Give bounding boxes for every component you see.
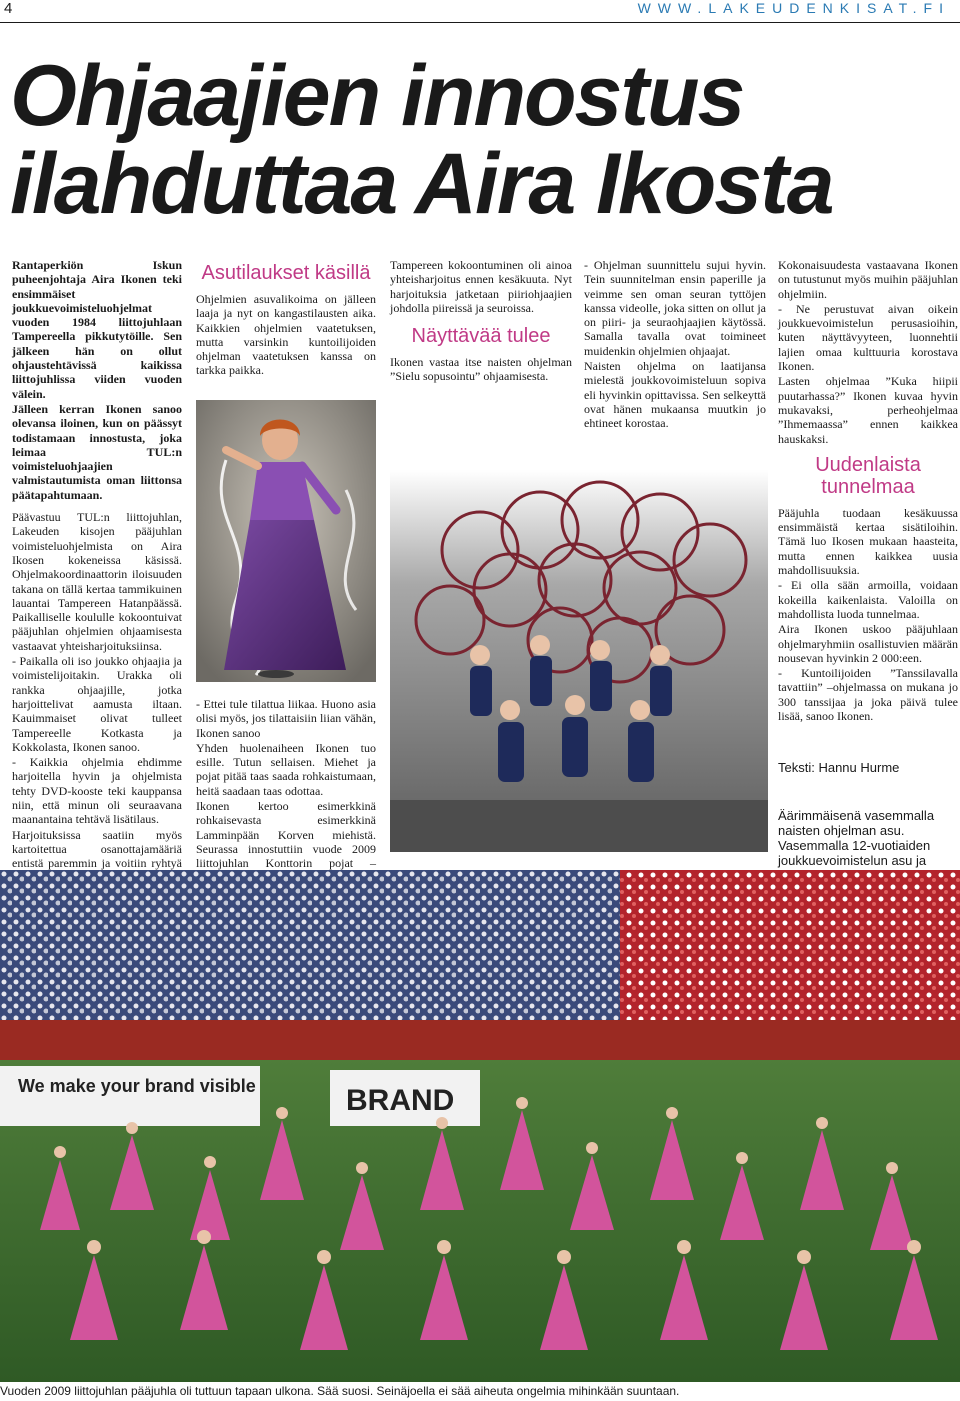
article-column-5 (778, 258, 958, 724)
body-paragraph: Tampereen kokoontuminen oli ainoa yhteisharjoitus ennen kesäkuuta. Nyt harjoituksia jatketaan piiriohjaajien johdolla piireissä ja seuroissa. (390, 258, 572, 315)
body-paragraph: Päävastuu TUL:n liittojuhlan, Lakeuden kisojen pääjuhlan voimisteluohjelmista on Aira Ikosen kokeneissa käsissä. Ohjelmakoordinaattorin iloisuuden takana on tällä kertaa tammikuinen lauantai Tampereen Hatanpäässä. Paikalliselle koululle kokoontuivat pääjuhlan ohjelmien ohjaamisesta vastaavat yhteisharjoituksiinsa. (12, 510, 182, 653)
site-url[interactable]: WWW.LAKEUDENKISAT.FI (637, 0, 950, 16)
hoops-illustration (390, 470, 768, 852)
stadium-illustration (0, 870, 960, 1382)
body-paragraph: Aira Ikonen uskoo pääjuhlaan ohjelmaryhmiin osallistuvien määrän nousevan hyvinkin 2 000:een. (778, 622, 958, 665)
lead-paragraph: Rantaperkiön Iskun puheenjohtaja Aira Ikonen teki ensimmäiset joukkuevoimisteluohjelmat vuoden 1984 liittojuhlaan Tampereella pikkutytöille. Sen jälkeen hän on ollut ohjaustehtävissä kaikissa liittojuhlissa viiden vuoden välein. (12, 258, 182, 401)
subheading: Asutilaukset käsillä (201, 262, 371, 284)
body-paragraph: Ohjelmien asuvalikoima on jälleen laaja ja nyt on kangastilausten aika. Kaikkien ohjelmien vaatetuksen, mutta varsinkin kuntoilijoiden ohjelman vaatetuksen kanssa on tarkka paikka. (196, 292, 376, 378)
body-paragraph: - Ettei tule tilattua liikaa. Huono asia olisi myös, jos tilattaisiin liian vähän, Ikonen sanoo (196, 697, 376, 740)
banner-text-left: We make your brand visible (18, 1076, 256, 1096)
page-number: 4 (4, 0, 13, 17)
portrait-illustration (196, 400, 376, 682)
subheading: Näyttävää tulee (411, 325, 551, 348)
body-paragraph: Lasten ohjelmaa ”Kuka hiipii puutarhassa?” Ikonen kuvaa hyvin mukavaksi, perheohjelmaa ”Ihmemaassa” ennen kaikkea hauskaksi. (778, 374, 958, 446)
body-paragraph: - Ohjelman suunnittelu sujui hyvin. Tein suunnitelman ensin paperille ja veimme sen oman seuran tyttöjen kanssa videolle, joka sitten on ollut ja on piiri- ja seuraohjaajien käytössä. Samalla tavalla ovat toimineet muidenkin ohjelmien ohjaajat. (584, 258, 766, 358)
body-paragraph: Ikonen kertoo esimerkkinä rohkaisevasta esimerkkinä Lamminpään Korven miehistä. Seurassa innostuttiin vuode 2009 liittojuhlan Konttorin pojat – (196, 799, 376, 871)
body-paragraph: Harjoituksissa saatiin myös kartoitettua osanottajamääriä entistä paremmin ja voitiin ryhtyä (12, 827, 182, 871)
body-paragraph: - Kaikkia ohjelmia ehdimme harjoitella hyvin ja ohjelmista tehty DVD-kooste teki kauppansa niin, että minun oli seuraavana maanantaina tehtävä lisätilaus. (12, 755, 182, 827)
author-credit: Teksti: Hannu Hurme (778, 760, 900, 775)
headline: Ohjaajien innostus ilahduttaa Aira Ikosta (10, 48, 833, 232)
top-rule (0, 22, 960, 23)
article-column-3 (390, 258, 572, 385)
body-paragraph: Ikonen vastaa itse naisten ohjelman ”Sielu sopusointu” ohjaamisesta. (390, 355, 572, 384)
body-paragraph: Pääjuhla tuodaan kesäkuussa ensimmäistä kertaa sisätiloihin. Tämä luo Ikosen mukaan haasteita, mutta ennen kaikkea uusia mahdollisuuksia. (778, 505, 958, 578)
body-paragraph: Naisten ohjelma on laatijansa mielestä joukkovoimisteluun sopiva eli hyvinkin opittavissa. Sen selkeyttä ovat hänen mukaansa muutkin jo ehtineet korostaa. (584, 359, 766, 431)
body-paragraph: - Kuntoilijoiden ”Tanssilavalla tavattiin” –ohjelmassa on mukana jo 300 tanssijaa ja joka päivä tulee lisää, sanoo Ikonen. (778, 666, 958, 724)
photo-caption: Äärimmäisenä vasemmalla naisten ohjelman asu. Vasemmalla 12-vuotiaiden joukkuevoimistelun asu ja (778, 808, 935, 868)
hoops-photo (390, 470, 768, 852)
article-column-2 (196, 258, 376, 379)
article-column-4 (584, 258, 766, 432)
body-paragraph: Kokonaisuudesta vastaavana Ikonen on tutustunut myös muihin pääjuhlan ohjelmiin. (778, 258, 958, 301)
body-paragraph: - Ei olla sään armoilla, voidaan kokeilla kaikenlaista. Valoilla on mahdollista luoda tunnelmaa. (778, 578, 958, 621)
body-paragraph: Yhden huolenaiheen Ikonen tuo esille. Tutun sellaisen. Miehet ja pojat pitää taas saada rohkaistumaan, heitä saadaan taas odottaa. (196, 740, 376, 798)
subheading: Uudenlaista tunnelmaa (815, 453, 921, 498)
banner-text-right: BRAND (346, 1084, 455, 1117)
lead-paragraph: Jälleen kerran Ikonen sanoo olevansa iloinen, kun on päässyt todistamaan innostusta, joka leimaa TUL:n voimisteluohjaajien valmistautumista oman liittonsa päätapahtumaan. (12, 401, 182, 502)
photo-caption-bottom: Vuoden 2009 liittojuhlan pääjuhla oli tuttuun tapaan ulkona. Sää suosi. Seinäjoella ei sää aiheuta ongelmia mihinkään suuntaan. (0, 1384, 680, 1398)
body-paragraph: - Paikalla oli iso joukko ohjaajia ja voimistelijoitakin. Urakka oli rankka ohjaajille, jotka harjoittelivat aamusta iltaan. Kauimmaiset olivat tulleet Tampereelle Kotkasta ja Kokkolasta, Ikonen sanoo. (12, 654, 182, 754)
stadium-photo (0, 870, 960, 1382)
article-column-1 (12, 258, 182, 900)
portrait-photo (196, 400, 376, 682)
body-paragraph: - Ne perustuvat aivan oikein joukkuevoimistelun perusasioihin, kuten näyttävyyteen, luonnehtii lajien omaa kulttuuria korostava Ikonen. (778, 301, 958, 374)
